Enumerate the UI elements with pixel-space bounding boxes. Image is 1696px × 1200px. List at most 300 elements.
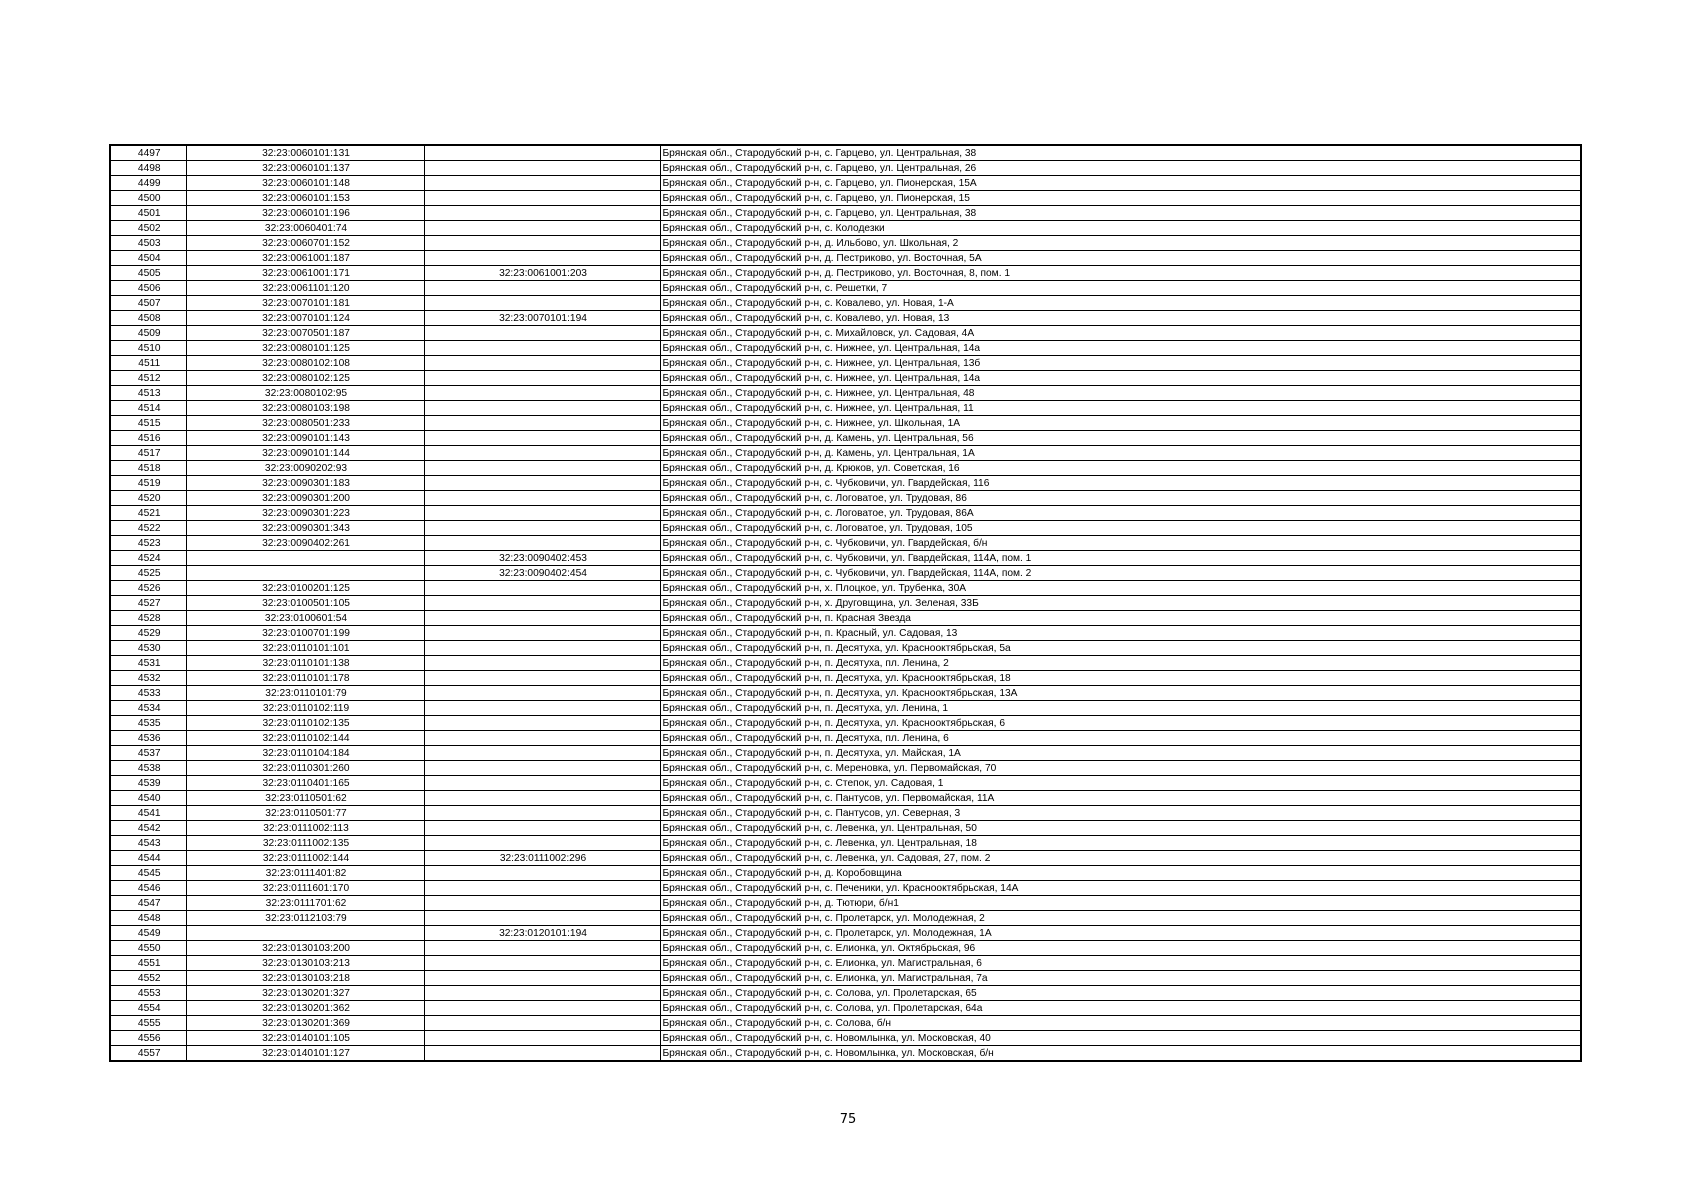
table-row xyxy=(110,296,1581,311)
premises-number-cell xyxy=(424,971,660,986)
cadastral-number-cell: 32:23:0111002:144 xyxy=(186,851,424,866)
premises-number-cell xyxy=(424,881,660,896)
address-cell: Брянская обл., Стародубский р-н, с. Печеники, ул. Краснооктябрьская, 14А xyxy=(660,881,1581,896)
cadastral-number-cell: 32:23:0130201:327 xyxy=(186,986,424,1001)
address-cell: Брянская обл., Стародубский р-н, с. Солова, ул. Пролетарская, 65 xyxy=(660,986,1581,1001)
address-cell: Брянская обл., Стародубский р-н, с. Чубковичи, ул. Гвардейская, 116 xyxy=(660,476,1581,491)
table-row xyxy=(110,521,1581,536)
cadastral-number-cell: 32:23:0061101:120 xyxy=(186,281,424,296)
row-number-cell: 4518 xyxy=(110,461,186,476)
premises-number-cell xyxy=(424,371,660,386)
cadastral-number-cell: 32:23:0100501:105 xyxy=(186,596,424,611)
table-row xyxy=(110,536,1581,551)
premises-number-cell xyxy=(424,446,660,461)
row-number-cell: 4500 xyxy=(110,191,186,206)
row-number-cell: 4498 xyxy=(110,161,186,176)
row-number-cell: 4517 xyxy=(110,446,186,461)
row-number-cell: 4502 xyxy=(110,221,186,236)
address-cell: Брянская обл., Стародубский р-н, с. Степок, ул. Садовая, 1 xyxy=(660,776,1581,791)
row-number-cell: 4508 xyxy=(110,311,186,326)
premises-number-cell xyxy=(424,296,660,311)
table-row xyxy=(110,851,1581,866)
premises-number-cell xyxy=(424,236,660,251)
premises-number-cell xyxy=(424,386,660,401)
table-row xyxy=(110,145,1581,161)
address-cell: Брянская обл., Стародубский р-н, п. Десятуха, пл. Ленина, 6 xyxy=(660,731,1581,746)
table-row xyxy=(110,791,1581,806)
premises-number-cell xyxy=(424,536,660,551)
cadastral-number-cell: 32:23:0080101:125 xyxy=(186,341,424,356)
row-number-cell: 4544 xyxy=(110,851,186,866)
address-cell: Брянская обл., Стародубский р-н, п. Десятуха, ул. Майская, 1А xyxy=(660,746,1581,761)
address-cell: Брянская обл., Стародубский р-н, с. Логоватое, ул. Трудовая, 105 xyxy=(660,521,1581,536)
premises-number-cell xyxy=(424,656,660,671)
premises-number-cell xyxy=(424,521,660,536)
row-number-cell: 4526 xyxy=(110,581,186,596)
cadastral-number-cell: 32:23:0110101:101 xyxy=(186,641,424,656)
premises-number-cell xyxy=(424,836,660,851)
table-row xyxy=(110,626,1581,641)
table-row xyxy=(110,371,1581,386)
row-number-cell: 4529 xyxy=(110,626,186,641)
table-row xyxy=(110,986,1581,1001)
table-row xyxy=(110,416,1581,431)
cadastral-number-cell: 32:23:0130201:362 xyxy=(186,1001,424,1016)
row-number-cell: 4507 xyxy=(110,296,186,311)
cadastral-number-cell: 32:23:0110102:144 xyxy=(186,731,424,746)
premises-number-cell xyxy=(424,491,660,506)
premises-number-cell xyxy=(424,596,660,611)
address-cell: Брянская обл., Стародубский р-н, с. Солова, ул. Пролетарская, 64а xyxy=(660,1001,1581,1016)
premises-number-cell: 32:23:0090402:454 xyxy=(424,566,660,581)
cadastral-number-cell xyxy=(186,926,424,941)
table-row xyxy=(110,191,1581,206)
premises-number-cell: 32:23:0120101:194 xyxy=(424,926,660,941)
row-number-cell: 4527 xyxy=(110,596,186,611)
cadastral-number-cell: 32:23:0110501:77 xyxy=(186,806,424,821)
cadastral-number-cell: 32:23:0090202:93 xyxy=(186,461,424,476)
premises-number-cell xyxy=(424,701,660,716)
row-number-cell: 4531 xyxy=(110,656,186,671)
address-cell: Брянская обл., Стародубский р-н, с. Гарцево, ул. Пионерская, 15 xyxy=(660,191,1581,206)
row-number-cell: 4514 xyxy=(110,401,186,416)
table-row xyxy=(110,716,1581,731)
premises-number-cell xyxy=(424,1001,660,1016)
address-cell: Брянская обл., Стародубский р-н, с. Левенка, ул. Садовая, 27, пом. 2 xyxy=(660,851,1581,866)
premises-number-cell xyxy=(424,986,660,1001)
table-row xyxy=(110,641,1581,656)
premises-number-cell xyxy=(424,161,660,176)
cadastral-number-cell: 32:23:0080102:125 xyxy=(186,371,424,386)
address-cell: Брянская обл., Стародубский р-н, п. Красный, ул. Садовая, 13 xyxy=(660,626,1581,641)
table-row xyxy=(110,596,1581,611)
row-number-cell: 4545 xyxy=(110,866,186,881)
row-number-cell: 4553 xyxy=(110,986,186,1001)
address-cell: Брянская обл., Стародубский р-н, с. Пантусов, ул. Северная, 3 xyxy=(660,806,1581,821)
row-number-cell: 4555 xyxy=(110,1016,186,1031)
address-cell: Брянская обл., Стародубский р-н, с. Левенка, ул. Центральная, 18 xyxy=(660,836,1581,851)
registry-table-body xyxy=(110,145,1581,1061)
cadastral-number-cell: 32:23:0060401:74 xyxy=(186,221,424,236)
premises-number-cell xyxy=(424,326,660,341)
table-row xyxy=(110,551,1581,566)
row-number-cell: 4519 xyxy=(110,476,186,491)
address-cell: Брянская обл., Стародубский р-н, п. Десятуха, ул. Краснооктябрьская, 18 xyxy=(660,671,1581,686)
premises-number-cell xyxy=(424,641,660,656)
address-cell: Брянская обл., Стародубский р-н, с. Михайловск, ул. Садовая, 4А xyxy=(660,326,1581,341)
table-row xyxy=(110,956,1581,971)
address-cell: Брянская обл., Стародубский р-н, с. Елионка, ул. Октябрьская, 96 xyxy=(660,941,1581,956)
premises-number-cell: 32:23:0070101:194 xyxy=(424,311,660,326)
row-number-cell: 4546 xyxy=(110,881,186,896)
premises-number-cell xyxy=(424,401,660,416)
premises-number-cell xyxy=(424,221,660,236)
table-row xyxy=(110,341,1581,356)
address-cell: Брянская обл., Стародубский р-н, п. Десятуха, ул. Краснооктябрьская, 13А xyxy=(660,686,1581,701)
premises-number-cell xyxy=(424,281,660,296)
address-cell: Брянская обл., Стародубский р-н, с. Нижнее, ул. Центральная, 48 xyxy=(660,386,1581,401)
address-cell: Брянская обл., Стародубский р-н, д. Камень, ул. Центральная, 56 xyxy=(660,431,1581,446)
row-number-cell: 4534 xyxy=(110,701,186,716)
premises-number-cell xyxy=(424,431,660,446)
premises-number-cell xyxy=(424,911,660,926)
row-number-cell: 4505 xyxy=(110,266,186,281)
address-cell: Брянская обл., Стародубский р-н, п. Десятуха, ул. Ленина, 1 xyxy=(660,701,1581,716)
table-row xyxy=(110,356,1581,371)
table-row xyxy=(110,461,1581,476)
address-cell: Брянская обл., Стародубский р-н, с. Мереновка, ул. Первомайская, 70 xyxy=(660,761,1581,776)
premises-number-cell xyxy=(424,956,660,971)
row-number-cell: 4524 xyxy=(110,551,186,566)
row-number-cell: 4510 xyxy=(110,341,186,356)
premises-number-cell xyxy=(424,716,660,731)
row-number-cell: 4532 xyxy=(110,671,186,686)
cadastral-number-cell: 32:23:0110301:260 xyxy=(186,761,424,776)
cadastral-number-cell: 32:23:0100601:54 xyxy=(186,611,424,626)
address-cell: Брянская обл., Стародубский р-н, с. Ковалево, ул. Новая, 1-А xyxy=(660,296,1581,311)
cadastral-number-cell: 32:23:0080103:198 xyxy=(186,401,424,416)
row-number-cell: 4554 xyxy=(110,1001,186,1016)
table-row xyxy=(110,266,1581,281)
cadastral-number-cell: 32:23:0110101:79 xyxy=(186,686,424,701)
table-row xyxy=(110,1031,1581,1046)
address-cell: Брянская обл., Стародубский р-н, с. Пролетарск, ул. Молодежная, 2 xyxy=(660,911,1581,926)
row-number-cell: 4506 xyxy=(110,281,186,296)
cadastral-number-cell: 32:23:0111002:135 xyxy=(186,836,424,851)
address-cell: Брянская обл., Стародубский р-н, с. Нижнее, ул. Центральная, 13б xyxy=(660,356,1581,371)
premises-number-cell xyxy=(424,341,660,356)
table-row xyxy=(110,581,1581,596)
table-row xyxy=(110,671,1581,686)
address-cell: Брянская обл., Стародубский р-н, с. Чубковичи, ул. Гвардейская, 114А, пом. 1 xyxy=(660,551,1581,566)
address-cell: Брянская обл., Стародубский р-н, д. Пестриково, ул. Восточная, 8, пом. 1 xyxy=(660,266,1581,281)
cadastral-number-cell: 32:23:0110102:119 xyxy=(186,701,424,716)
table-row xyxy=(110,1046,1581,1062)
premises-number-cell xyxy=(424,416,660,431)
table-row xyxy=(110,446,1581,461)
address-cell: Брянская обл., Стародубский р-н, с. Нижнее, ул. Центральная, 14а xyxy=(660,371,1581,386)
table-row xyxy=(110,911,1581,926)
cadastral-number-cell: 32:23:0140101:127 xyxy=(186,1046,424,1062)
address-cell: Брянская обл., Стародубский р-н, с. Нижнее, ул. Центральная, 11 xyxy=(660,401,1581,416)
row-number-cell: 4530 xyxy=(110,641,186,656)
table-row xyxy=(110,776,1581,791)
row-number-cell: 4509 xyxy=(110,326,186,341)
row-number-cell: 4541 xyxy=(110,806,186,821)
table-row xyxy=(110,686,1581,701)
cadastral-number-cell: 32:23:0110102:135 xyxy=(186,716,424,731)
table-row xyxy=(110,251,1581,266)
cadastral-number-cell: 32:23:0080102:95 xyxy=(186,386,424,401)
table-row xyxy=(110,941,1581,956)
row-number-cell: 4557 xyxy=(110,1046,186,1062)
premises-number-cell xyxy=(424,761,660,776)
address-cell: Брянская обл., Стародубский р-н, п. Красная Звезда xyxy=(660,611,1581,626)
row-number-cell: 4497 xyxy=(110,145,186,161)
row-number-cell: 4511 xyxy=(110,356,186,371)
address-cell: Брянская обл., Стародубский р-н, с. Логоватое, ул. Трудовая, 86А xyxy=(660,506,1581,521)
address-cell: Брянская обл., Стародубский р-н, с. Гарцево, ул. Центральная, 38 xyxy=(660,145,1581,161)
address-cell: Брянская обл., Стародубский р-н, с. Гарцево, ул. Центральная, 26 xyxy=(660,161,1581,176)
table-row xyxy=(110,821,1581,836)
premises-number-cell xyxy=(424,251,660,266)
cadastral-number-cell: 32:23:0110104:184 xyxy=(186,746,424,761)
table-row xyxy=(110,236,1581,251)
table-row xyxy=(110,731,1581,746)
address-cell: Брянская обл., Стародубский р-н, п. Десятуха, пл. Ленина, 2 xyxy=(660,656,1581,671)
row-number-cell: 4523 xyxy=(110,536,186,551)
row-number-cell: 4520 xyxy=(110,491,186,506)
premises-number-cell xyxy=(424,671,660,686)
row-number-cell: 4539 xyxy=(110,776,186,791)
cadastral-number-cell: 32:23:0110401:165 xyxy=(186,776,424,791)
premises-number-cell xyxy=(424,506,660,521)
address-cell: Брянская обл., Стародубский р-н, х. Друговщина, ул. Зеленая, 33Б xyxy=(660,596,1581,611)
table-row xyxy=(110,806,1581,821)
table-row xyxy=(110,881,1581,896)
cadastral-number-cell: 32:23:0090101:143 xyxy=(186,431,424,446)
cadastral-number-cell: 32:23:0060101:131 xyxy=(186,145,424,161)
address-cell: Брянская обл., Стародубский р-н, с. Чубковичи, ул. Гвардейская, 114А, пом. 2 xyxy=(660,566,1581,581)
cadastral-number-cell: 32:23:0111601:170 xyxy=(186,881,424,896)
address-cell: Брянская обл., Стародубский р-н, с. Логоватое, ул. Трудовая, 86 xyxy=(660,491,1581,506)
cadastral-number-cell: 32:23:0080501:233 xyxy=(186,416,424,431)
premises-number-cell xyxy=(424,626,660,641)
row-number-cell: 4503 xyxy=(110,236,186,251)
cadastral-number-cell: 32:23:0110101:178 xyxy=(186,671,424,686)
cadastral-number-cell: 32:23:0110101:138 xyxy=(186,656,424,671)
cadastral-number-cell: 32:23:0130103:213 xyxy=(186,956,424,971)
cadastral-number-cell: 32:23:0061001:187 xyxy=(186,251,424,266)
table-row xyxy=(110,926,1581,941)
address-cell: Брянская обл., Стародубский р-н, с. Гарцево, ул. Центральная, 38 xyxy=(660,206,1581,221)
table-row xyxy=(110,761,1581,776)
row-number-cell: 4540 xyxy=(110,791,186,806)
address-cell: Брянская обл., Стародубский р-н, д. Тютюри, б/н1 xyxy=(660,896,1581,911)
cadastral-number-cell: 32:23:0090402:261 xyxy=(186,536,424,551)
address-cell: Брянская обл., Стародубский р-н, с. Елионка, ул. Магистральная, 6 xyxy=(660,956,1581,971)
row-number-cell: 4551 xyxy=(110,956,186,971)
cadastral-number-cell: 32:23:0110501:62 xyxy=(186,791,424,806)
page-number: 75 xyxy=(839,1112,857,1127)
cadastral-number-cell: 32:23:0112103:79 xyxy=(186,911,424,926)
table-row xyxy=(110,1016,1581,1031)
cadastral-number-cell: 32:23:0130103:200 xyxy=(186,941,424,956)
address-cell: Брянская обл., Стародубский р-н, с. Елионка, ул. Магистральная, 7а xyxy=(660,971,1581,986)
address-cell: Брянская обл., Стародубский р-н, д. Коробовщина xyxy=(660,866,1581,881)
row-number-cell: 4501 xyxy=(110,206,186,221)
table-row xyxy=(110,971,1581,986)
premises-number-cell xyxy=(424,776,660,791)
address-cell: Брянская обл., Стародубский р-н, п. Десятуха, ул. Краснооктябрьская, 5а xyxy=(660,641,1581,656)
row-number-cell: 4504 xyxy=(110,251,186,266)
premises-number-cell xyxy=(424,791,660,806)
table-row xyxy=(110,176,1581,191)
property-registry-table xyxy=(109,144,1582,1062)
row-number-cell: 4535 xyxy=(110,716,186,731)
cadastral-number-cell: 32:23:0070101:124 xyxy=(186,311,424,326)
premises-number-cell xyxy=(424,686,660,701)
table-row xyxy=(110,506,1581,521)
address-cell: Брянская обл., Стародубский р-н, с. Пантусов, ул. Первомайская, 11А xyxy=(660,791,1581,806)
table-row xyxy=(110,431,1581,446)
table-row xyxy=(110,161,1581,176)
address-cell: Брянская обл., Стародубский р-н, д. Крюков, ул. Советская, 16 xyxy=(660,461,1581,476)
cadastral-number-cell: 32:23:0100201:125 xyxy=(186,581,424,596)
premises-number-cell xyxy=(424,1046,660,1062)
cadastral-number-cell xyxy=(186,566,424,581)
address-cell: Брянская обл., Стародубский р-н, с. Чубковичи, ул. Гвардейская, б/н xyxy=(660,536,1581,551)
row-number-cell: 4550 xyxy=(110,941,186,956)
premises-number-cell xyxy=(424,731,660,746)
row-number-cell: 4547 xyxy=(110,896,186,911)
table-row xyxy=(110,491,1581,506)
address-cell: Брянская обл., Стародубский р-н, с. Нижнее, ул. Школьная, 1А xyxy=(660,416,1581,431)
premises-number-cell xyxy=(424,476,660,491)
premises-number-cell xyxy=(424,821,660,836)
table-row xyxy=(110,896,1581,911)
address-cell: Брянская обл., Стародубский р-н, с. Колодезки xyxy=(660,221,1581,236)
cadastral-number-cell: 32:23:0090101:144 xyxy=(186,446,424,461)
premises-number-cell: 32:23:0061001:203 xyxy=(424,266,660,281)
table-row xyxy=(110,221,1581,236)
address-cell: Брянская обл., Стародубский р-н, с. Солова, б/н xyxy=(660,1016,1581,1031)
cadastral-number-cell xyxy=(186,551,424,566)
row-number-cell: 4548 xyxy=(110,911,186,926)
table-row xyxy=(110,656,1581,671)
cadastral-number-cell: 32:23:0060101:148 xyxy=(186,176,424,191)
cadastral-number-cell: 32:23:0111401:82 xyxy=(186,866,424,881)
table-row xyxy=(110,326,1581,341)
row-number-cell: 4533 xyxy=(110,686,186,701)
premises-number-cell xyxy=(424,896,660,911)
row-number-cell: 4552 xyxy=(110,971,186,986)
premises-number-cell xyxy=(424,176,660,191)
table-row xyxy=(110,401,1581,416)
row-number-cell: 4522 xyxy=(110,521,186,536)
address-cell: Брянская обл., Стародубский р-н, с. Нижнее, ул. Центральная, 14а xyxy=(660,341,1581,356)
premises-number-cell xyxy=(424,806,660,821)
row-number-cell: 4515 xyxy=(110,416,186,431)
cadastral-number-cell: 32:23:0060101:196 xyxy=(186,206,424,221)
row-number-cell: 4521 xyxy=(110,506,186,521)
cadastral-number-cell: 32:23:0130201:369 xyxy=(186,1016,424,1031)
premises-number-cell xyxy=(424,1016,660,1031)
cadastral-number-cell: 32:23:0111002:113 xyxy=(186,821,424,836)
premises-number-cell xyxy=(424,941,660,956)
cadastral-number-cell: 32:23:0130103:218 xyxy=(186,971,424,986)
address-cell: Брянская обл., Стародубский р-н, п. Десятуха, ул. Краснооктябрьская, 6 xyxy=(660,716,1581,731)
cadastral-number-cell: 32:23:0090301:223 xyxy=(186,506,424,521)
cadastral-number-cell: 32:23:0090301:183 xyxy=(186,476,424,491)
table-row xyxy=(110,386,1581,401)
row-number-cell: 4556 xyxy=(110,1031,186,1046)
address-cell: Брянская обл., Стародубский р-н, с. Решетки, 7 xyxy=(660,281,1581,296)
row-number-cell: 4543 xyxy=(110,836,186,851)
table-row xyxy=(110,206,1581,221)
address-cell: Брянская обл., Стародубский р-н, д. Пестриково, ул. Восточная, 5А xyxy=(660,251,1581,266)
address-cell: Брянская обл., Стародубский р-н, с. Ковалево, ул. Новая, 13 xyxy=(660,311,1581,326)
row-number-cell: 4542 xyxy=(110,821,186,836)
premises-number-cell xyxy=(424,191,660,206)
table-row xyxy=(110,611,1581,626)
table-row xyxy=(110,476,1581,491)
address-cell: Брянская обл., Стародубский р-н, с. Пролетарск, ул. Молодежная, 1А xyxy=(660,926,1581,941)
cadastral-number-cell: 32:23:0111701:62 xyxy=(186,896,424,911)
cadastral-number-cell: 32:23:0070101:181 xyxy=(186,296,424,311)
table-row xyxy=(110,311,1581,326)
row-number-cell: 4499 xyxy=(110,176,186,191)
cadastral-number-cell: 32:23:0070501:187 xyxy=(186,326,424,341)
premises-number-cell xyxy=(424,1031,660,1046)
address-cell: Брянская обл., Стародубский р-н, с. Новомлынка, ул. Московская, б/н xyxy=(660,1046,1581,1062)
address-cell: Брянская обл., Стародубский р-н, д. Камень, ул. Центральная, 1А xyxy=(660,446,1581,461)
row-number-cell: 4512 xyxy=(110,371,186,386)
table-row xyxy=(110,1001,1581,1016)
premises-number-cell xyxy=(424,356,660,371)
table-row xyxy=(110,701,1581,716)
cadastral-number-cell: 32:23:0061001:171 xyxy=(186,266,424,281)
row-number-cell: 4536 xyxy=(110,731,186,746)
cadastral-number-cell: 32:23:0090301:343 xyxy=(186,521,424,536)
row-number-cell: 4525 xyxy=(110,566,186,581)
row-number-cell: 4516 xyxy=(110,431,186,446)
table-row xyxy=(110,866,1581,881)
premises-number-cell xyxy=(424,746,660,761)
cadastral-number-cell: 32:23:0060101:137 xyxy=(186,161,424,176)
premises-number-cell: 32:23:0090402:453 xyxy=(424,551,660,566)
address-cell: Брянская обл., Стародубский р-н, д. Ильбово, ул. Школьная, 2 xyxy=(660,236,1581,251)
address-cell: Брянская обл., Стародубский р-н, х. Плоцкое, ул. Трубенка, 30А xyxy=(660,581,1581,596)
row-number-cell: 4528 xyxy=(110,611,186,626)
table-row xyxy=(110,566,1581,581)
premises-number-cell xyxy=(424,461,660,476)
cadastral-number-cell: 32:23:0140101:105 xyxy=(186,1031,424,1046)
cadastral-number-cell: 32:23:0060101:153 xyxy=(186,191,424,206)
row-number-cell: 4513 xyxy=(110,386,186,401)
row-number-cell: 4549 xyxy=(110,926,186,941)
premises-number-cell xyxy=(424,145,660,161)
cadastral-number-cell: 32:23:0100701:199 xyxy=(186,626,424,641)
address-cell: Брянская обл., Стародубский р-н, с. Новомлынка, ул. Московская, 40 xyxy=(660,1031,1581,1046)
table-row xyxy=(110,281,1581,296)
premises-number-cell xyxy=(424,581,660,596)
cadastral-number-cell: 32:23:0090301:200 xyxy=(186,491,424,506)
premises-number-cell xyxy=(424,611,660,626)
premises-number-cell xyxy=(424,206,660,221)
table-row xyxy=(110,746,1581,761)
row-number-cell: 4538 xyxy=(110,761,186,776)
